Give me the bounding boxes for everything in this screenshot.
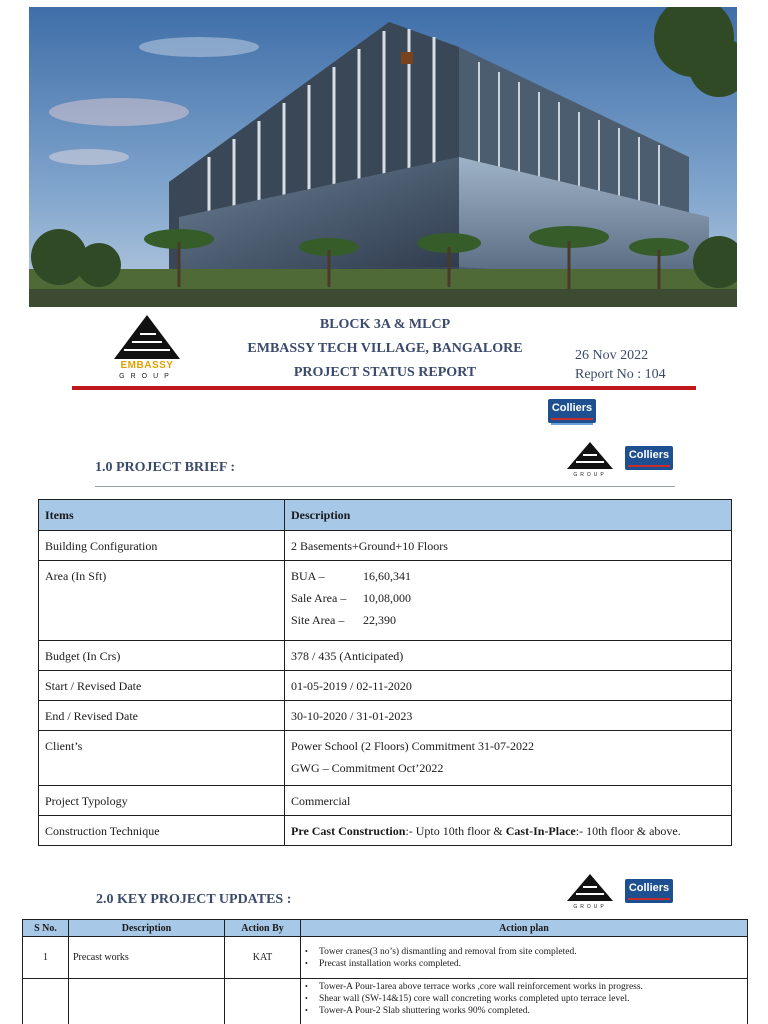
clients-values: Power School (2 Floors) Commitment 31-07-2022 GWG – Commitment Oct’2022 [285, 731, 732, 786]
report-title-block [230, 313, 540, 385]
section-divider [95, 486, 675, 487]
colliers-logo: Colliers [548, 399, 596, 423]
table-row [23, 979, 748, 1024]
table-row: Building Configuration 2 Basements+Ground+10 Floors [39, 531, 732, 561]
list-item: • Tower cranes(3 no’s) dismantling and removal from site completed. [305, 946, 743, 958]
list-item: • Tower-A Pour-1area above terrace works ,core wall reinforcement works in progress. [305, 981, 743, 993]
col-items: Items [39, 500, 285, 531]
table-header-row [39, 500, 732, 531]
area-values: BUA – 16,60,341 Sale Area – 10,08,000 Site Area – 22,390 [285, 561, 732, 641]
embassy-triangle-icon [563, 441, 617, 471]
embassy-mini-logo-2: GROUP [563, 873, 617, 913]
report-title: PROJECT STATUS REPORT [293, 365, 477, 380]
embassy-group-logo [110, 313, 184, 385]
table-row: Budget (In Crs) 378 / 435 (Anticipated) [39, 641, 732, 671]
list-item: • Precast installation works completed. [305, 958, 743, 970]
table-row: Project Typology Commercial [39, 786, 732, 816]
hero-building-image [29, 7, 737, 307]
embassy-triangle-icon [110, 313, 184, 363]
report-date: 26 Nov 2022 [575, 348, 649, 363]
table-row: 1 Precast works KAT • Tower cranes(3 no’s) dismantling and removal from site completed. • Precast installation works completed. [23, 937, 748, 979]
embassy-mini-logo: GROUP [563, 441, 617, 481]
col-description: Description [285, 500, 732, 531]
colliers-logo-small-2: Colliers [625, 879, 673, 903]
table-row: Client’s Power School (2 Floors) Commitment 31-07-2022 GWG – Commitment Oct’2022 [39, 731, 732, 786]
key-updates-title: 2.0 KEY PROJECT UPDATES : [96, 892, 292, 907]
colliers-logo-small: Colliers [625, 446, 673, 470]
table-row: Construction Technique Pre Cast Construction:- Upto 10th floor & Cast-In-Place:- 10th floor & above. [39, 816, 732, 846]
embassy-triangle-icon [563, 873, 617, 903]
list-item: • Tower-A Pour-2 Slab shuttering works 90% completed. [305, 1005, 743, 1017]
project-brief-table [38, 499, 732, 846]
key-updates-table [22, 919, 748, 1024]
report-number: Report No : 104 [575, 367, 666, 382]
logo-word: EMBASSY [120, 360, 174, 371]
logo-sub: GROUP [119, 373, 175, 380]
block-name: BLOCK 3A & MLCP [319, 317, 451, 332]
village-name: EMBASSY TECH VILLAGE, BANGALORE [247, 341, 523, 356]
table-row: Area (In Sft) BUA – 16,60,341 Sale Area – 10,08,000 Site Area – 22,390 [39, 561, 732, 641]
table-header-row: S No. Description Action By Action plan [23, 920, 748, 937]
table-row: End / Revised Date 30-10-2020 / 31-01-2023 [39, 701, 732, 731]
header-divider [72, 386, 696, 390]
technique-values: Pre Cast Construction:- Upto 10th floor & Cast-In-Place:- 10th floor & above. [285, 816, 732, 846]
report-meta [575, 346, 666, 384]
project-brief-title: 1.0 PROJECT BRIEF : [95, 460, 236, 475]
list-item: • Shear wall (SW-14&15) core wall concreting works completed upto terrace level. [305, 993, 743, 1005]
table-row: Start / Revised Date 01-05-2019 / 02-11-2020 [39, 671, 732, 701]
